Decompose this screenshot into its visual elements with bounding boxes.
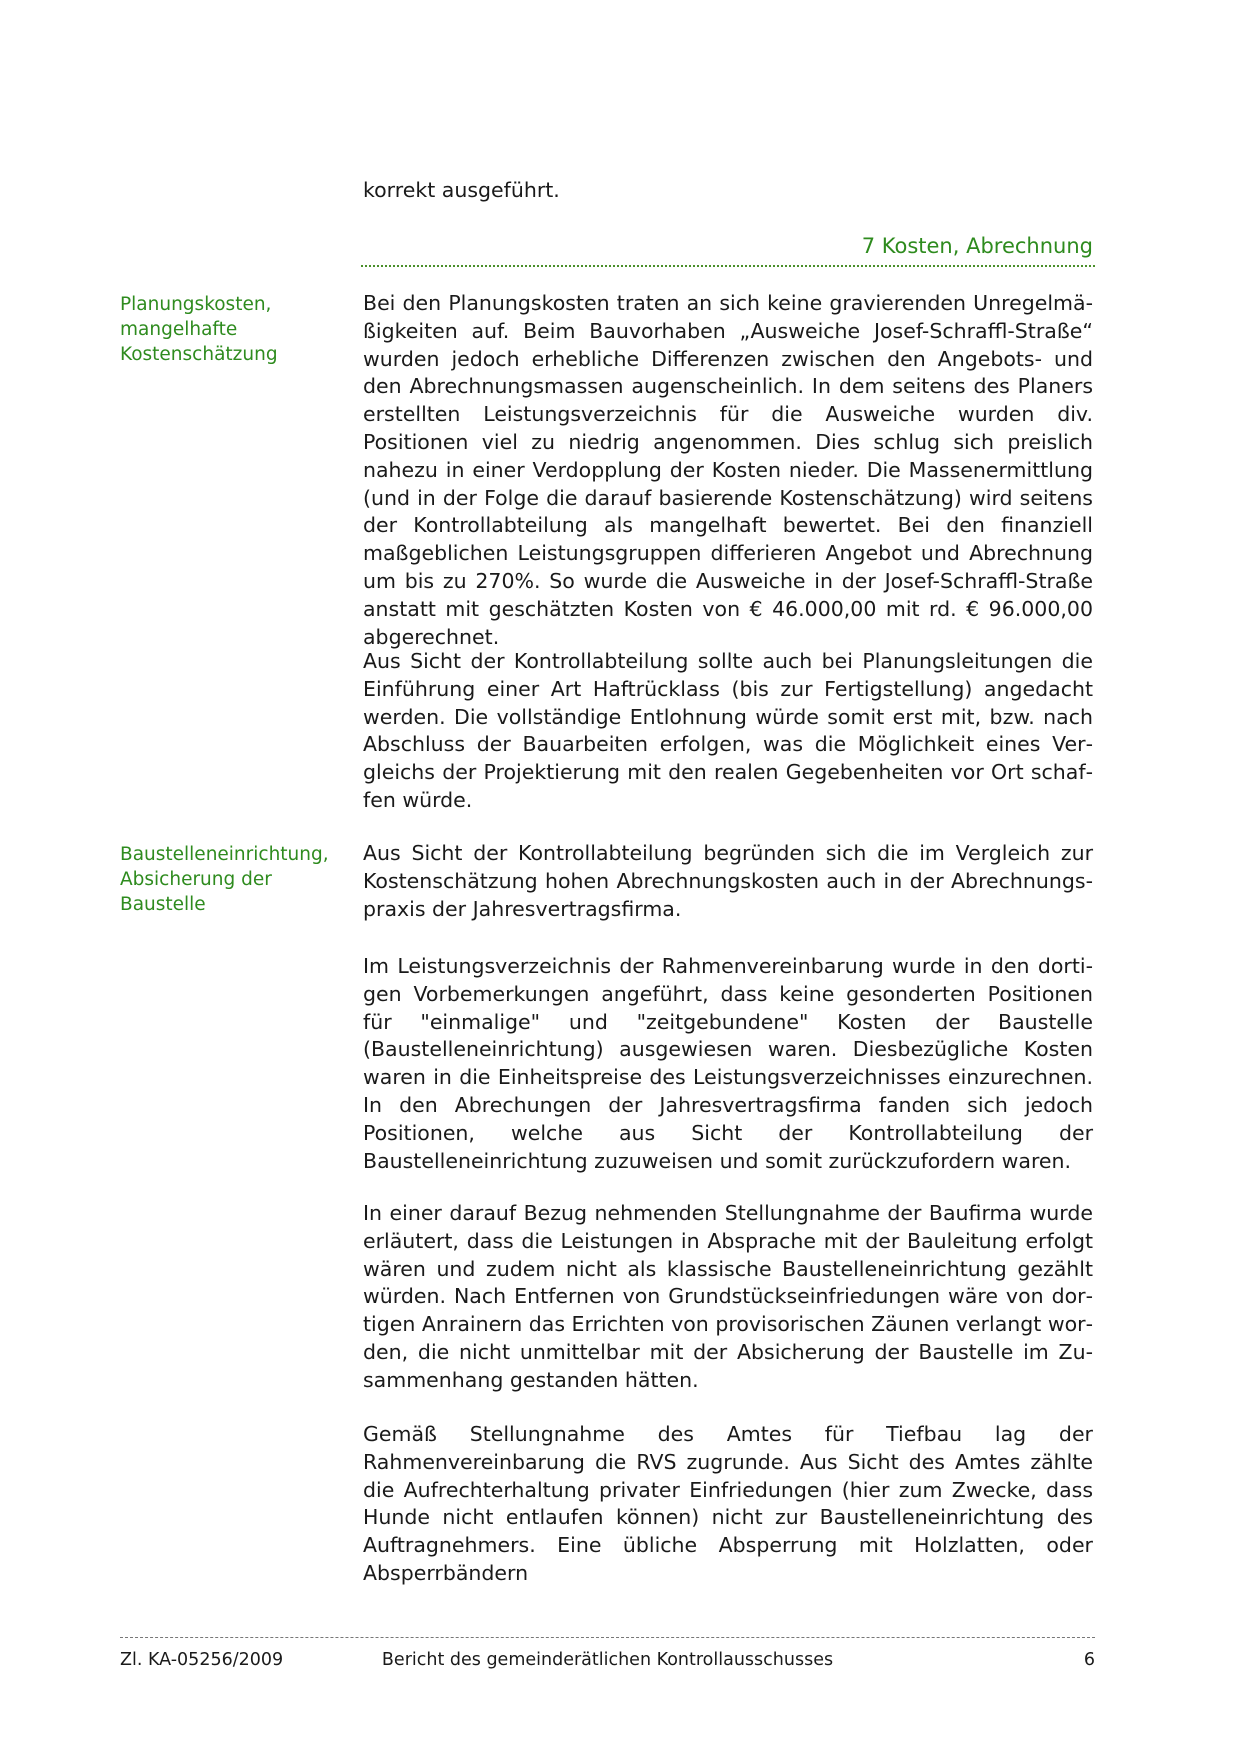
footer-divider <box>120 1637 1095 1638</box>
footer-title: Bericht des gemeinderätlichen Kontrollausschusses <box>381 1650 834 1670</box>
paragraph-planning-costs: Bei den Planungskosten traten an sich keine gravierenden Unregelmäßigkeiten auf. Beim Bauvorhaben „Ausweiche Josef-Schraffl-Straße“ wurden jedoch erhebliche Differenzen zwischen den Angebots- und den Abrechnungsmassen augenscheinlich. In dem seitens des Planers erstellten Leistungsverzeichnis für die Ausweiche wurden div. Positionen viel zu niedrig angenommen. Dies schlug sich preislich nahezu in einer Verdopplung der Kosten nieder. Die Massenermittlung (und in der Folge die darauf basierende Kostenschätzung) wird seitens der Kontrollabteilung als mangelhaft bewertet. Bei den finanziell maßgeblichen Leistungsgruppen differieren Angebot und Abrechnung um bis zu 270%. So wurde die Ausweiche in der Josef-Schraffl-Straße anstatt mit geschätzten Kosten von € 46.000,00 mit rd. € 96.000,00 abgerechnet. <box>363 291 1093 649</box>
intro-line: korrekt ausgeführt. <box>363 178 560 202</box>
side-note-line: Absicherung der <box>120 869 272 890</box>
side-note-line: Baustelleneinrichtung, <box>120 844 329 865</box>
paragraph-billing-practice: Aus Sicht der Kontrollabteilung begründen sich die im Vergleich zur Kostenschätzung hohen Abrechnungskosten auch in der Abrechnungspraxis der Jahresvertragsfirma. <box>363 841 1093 921</box>
paragraph-service-directory: Im Leistungsverzeichnis der Rahmenvereinbarung wurde in den dortigen Vorbemerkungen angeführt, dass keine gesonderten Positionen für "einmalige" und "zeitgebundene" Kosten der Baustelle (Baustelleneinrichtung) ausgewiesen waren. Diesbezügliche Kosten waren in die Einheitspreise des Leistungsverzeichnisses einzurechnen. In den Abrechungen der Jahresvertragsfirma fanden sich jedoch Positionen, welche aus Sicht der Kontrollabteilung der Baustelleneinrichtung zuzuweisen und somit zurückzufordern waren. <box>363 954 1093 1173</box>
section-heading: 7 Kosten, Abrechnung <box>861 234 1093 258</box>
side-note-line: Baustelle <box>120 894 206 915</box>
paragraph-retention: Aus Sicht der Kontrollabteilung sollte auch bei Planungsleitungen die Einführung einer Art Haftrücklass (bis zur Fertigstellung) angedacht werden. Die vollständige Entlohnung würde somit erst mit, bzw. nach Abschluss der Bauarbeiten erfolgen, was die Möglichkeit eines Vergleichs der Projektierung mit den realen Gegebenheiten vor Ort schaffen würde. <box>363 649 1093 812</box>
side-note-planning-costs <box>120 292 335 367</box>
side-note-site-setup <box>120 842 335 917</box>
paragraph-office-statement: Gemäß Stellungnahme des Amtes für Tiefbau lag der Rahmenvereinbarung die RVS zugrunde. Aus Sicht des Amtes zählte die Aufrechterhaltung privater Einfriedungen (hier zum Zwecke, dass Hunde nicht entlaufen können) nicht zur Baustelleneinrichtung des Auftragnehmers. Eine übliche Absperrung mit Holzlatten, oder Absperrbändern <box>363 1422 1093 1585</box>
side-note-line: Planungskosten, <box>120 294 272 315</box>
side-note-line: Kostenschätzung <box>120 344 278 365</box>
section-divider <box>361 265 1095 267</box>
paragraph-company-statement: In einer darauf Bezug nehmenden Stellungnahme der Baufirma wurde erläutert, dass die Leistungen in Absprache mit der Bauleitung erfolgt wären und zudem nicht als klassische Baustelleneinrichtung gezählt würden. Nach Entfernen von Grundstückseinfriedungen wäre von dortigen Anrainern das Errichten von provisorischen Zäunen verlangt worden, die nicht unmittelbar mit der Absicherung der Baustelle im Zusammenhang gestanden hätten. <box>363 1201 1093 1392</box>
side-note-line: mangelhafte <box>120 319 238 340</box>
page-number: 6 <box>1083 1650 1095 1670</box>
document-reference: Zl. KA-05256/2009 <box>120 1650 284 1670</box>
